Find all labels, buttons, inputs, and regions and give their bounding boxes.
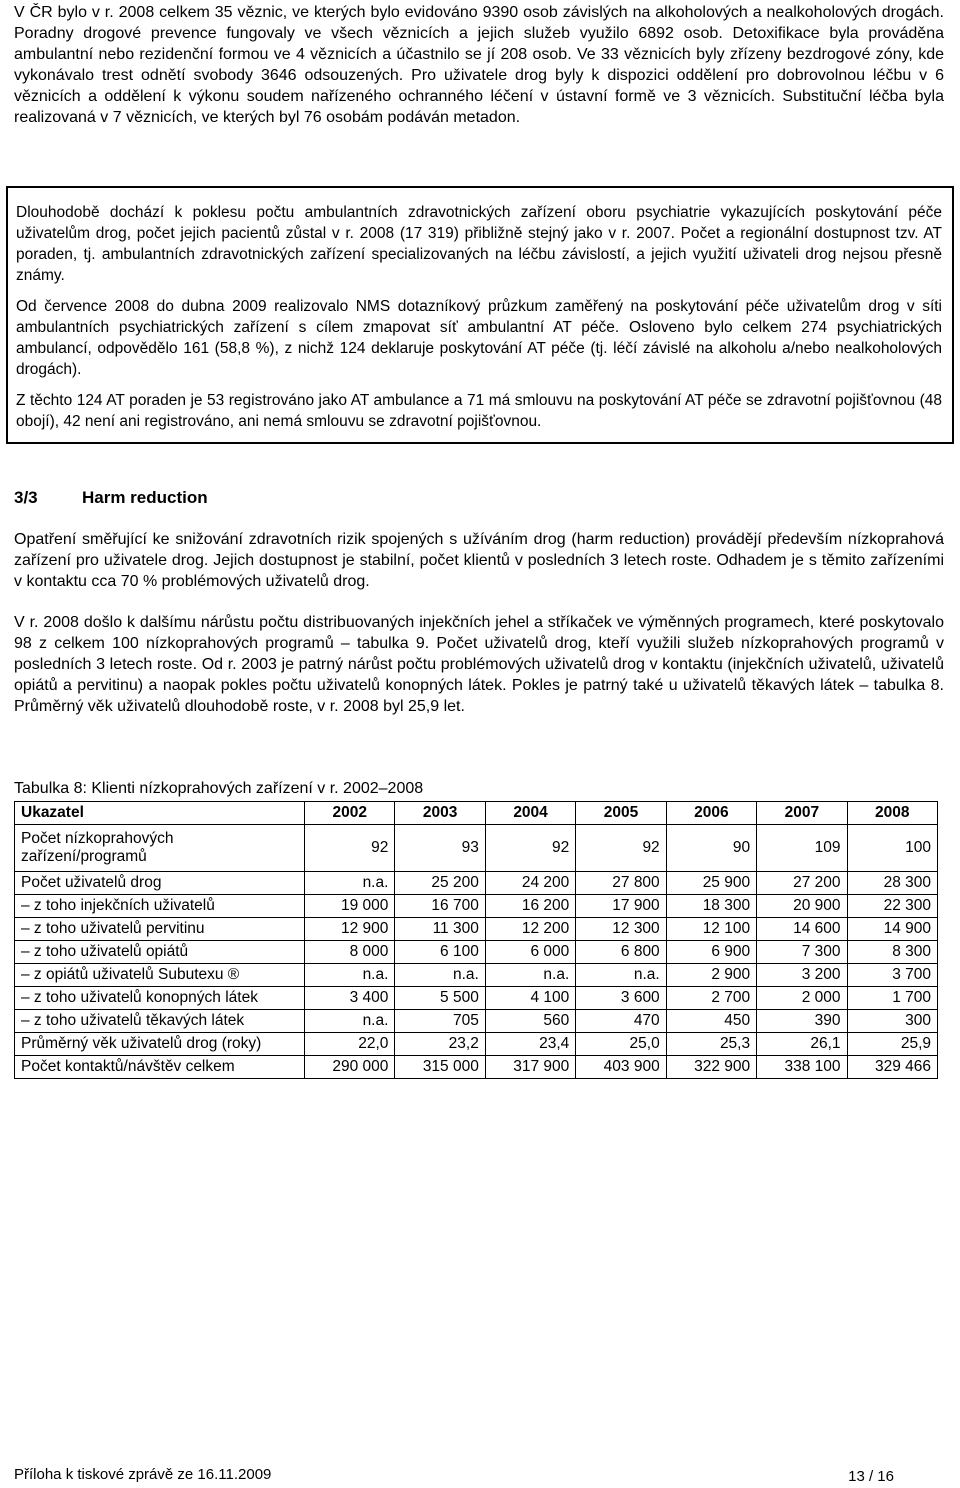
value-cell: 6 800: [576, 941, 666, 964]
header-cell: 2005: [576, 802, 666, 825]
info-box: [6, 186, 954, 444]
value-cell: 2 900: [666, 964, 756, 987]
value-cell: 390: [757, 1010, 847, 1033]
value-cell: 7 300: [757, 941, 847, 964]
table-row: [15, 987, 938, 1010]
value-cell: 12 900: [305, 918, 395, 941]
value-cell: 18 300: [666, 895, 756, 918]
value-cell: 6 100: [395, 941, 485, 964]
value-cell: 705: [395, 1010, 485, 1033]
header-cell: 2002: [305, 802, 395, 825]
value-cell: n.a.: [485, 964, 575, 987]
value-cell: 322 900: [666, 1056, 756, 1079]
value-cell: 12 100: [666, 918, 756, 941]
value-cell: n.a.: [305, 872, 395, 895]
intro-paragraph: V ČR bylo v r. 2008 celkem 35 věznic, ve kterých bylo evidováno 9390 osob závislých na alkoholových a nealkoholových drogách. Poradny drogové prevence fungovaly ve všech věznicích a jejich služeb využilo 6892 osob. Detoxifikace byla prováděna ambulantní nebo rezidenční formou ve 4 věznicích a účastnilo se jí 208 osob. Ve 33 věznicích byly zřízeny bezdrogové zóny, kde vykonávalo trest odnětí svobody 3646 odsouzených. Pro uživatele drog byly k dispozici oddělení pro dobrovolnou léčbu v 6 věznicích a oddělení k výkonu soudem nařízeného ochranného léčení v ústavní formě ve 3 věznicích. Substituční léčba byla realizovaná v 7 věznicích, ve kterých byl 76 osobám podáván metadon.: [14, 4, 944, 126]
page-number: 13 / 16: [848, 1468, 894, 1485]
value-cell: 25 900: [666, 872, 756, 895]
header-cell: 2003: [395, 802, 485, 825]
value-cell: 450: [666, 1010, 756, 1033]
value-cell: 3 700: [847, 964, 937, 987]
value-cell: 290 000: [305, 1056, 395, 1079]
value-cell: 470: [576, 1010, 666, 1033]
table-row: [15, 895, 938, 918]
row-label: Počet kontaktů/návštěv celkem: [15, 1056, 305, 1079]
header-cell: 2007: [757, 802, 847, 825]
value-cell: 24 200: [485, 872, 575, 895]
value-cell: 8 300: [847, 941, 937, 964]
value-cell: 16 200: [485, 895, 575, 918]
table-row: [15, 918, 938, 941]
value-cell: n.a.: [305, 1010, 395, 1033]
value-cell: 6 000: [485, 941, 575, 964]
value-cell: 27 800: [576, 872, 666, 895]
value-cell: 1 700: [847, 987, 937, 1010]
value-cell: 26,1: [757, 1033, 847, 1056]
value-cell: 8 000: [305, 941, 395, 964]
value-cell: 14 600: [757, 918, 847, 941]
value-cell: n.a.: [395, 964, 485, 987]
value-cell: 14 900: [847, 918, 937, 941]
box-paragraph-1: Dlouhodobě dochází k poklesu počtu ambulantních zdravotnických zařízení oboru psychiatrie vykazujících poskytování péče uživatelům drog, počet jejich pacientů zůstal v r. 2008 (17 319) přibližně stejný jako v r. 2007. Počet a regionální dostupnost tzv. AT poraden, tj. ambulantních zdravotnických zařízení specializovaných na léčbu závislostí, a jejich využití uživateli drog nejsou přesně známy.: [16, 204, 942, 284]
value-cell: 329 466: [847, 1056, 937, 1079]
value-cell: 11 300: [395, 918, 485, 941]
value-cell: 93: [395, 825, 485, 872]
value-cell: 25 200: [395, 872, 485, 895]
value-cell: 5 500: [395, 987, 485, 1010]
value-cell: 4 100: [485, 987, 575, 1010]
value-cell: 12 300: [576, 918, 666, 941]
value-cell: 317 900: [485, 1056, 575, 1079]
value-cell: 25,9: [847, 1033, 937, 1056]
value-cell: 2 000: [757, 987, 847, 1010]
clients-table: [14, 801, 938, 1079]
value-cell: 403 900: [576, 1056, 666, 1079]
value-cell: 560: [485, 1010, 575, 1033]
table-row: [15, 872, 938, 895]
value-cell: 23,4: [485, 1033, 575, 1056]
value-cell: 17 900: [576, 895, 666, 918]
row-label: Počet nízkoprahových zařízení/programů: [15, 825, 305, 872]
value-cell: 12 200: [485, 918, 575, 941]
value-cell: 92: [576, 825, 666, 872]
box-paragraph-3: Z těchto 124 AT poraden je 53 registrováno jako AT ambulance a 71 má smlouvu na poskytování AT péče se zdravotní pojišťovnou (48 obojí), 42 není ani registrováno, ani nemá smlouvu se zdravotní pojišťovnou.: [16, 392, 942, 430]
value-cell: 20 900: [757, 895, 847, 918]
table-row: [15, 825, 938, 872]
table-row: [15, 1056, 938, 1079]
row-label: – z opiátů uživatelů Subutexu ®: [15, 964, 305, 987]
value-cell: n.a.: [305, 964, 395, 987]
header-cell: Ukazatel: [15, 802, 305, 825]
row-label: – z toho uživatelů pervitinu: [15, 918, 305, 941]
value-cell: 3 600: [576, 987, 666, 1010]
value-cell: 300: [847, 1010, 937, 1033]
row-label: – z toho injekčních uživatelů: [15, 895, 305, 918]
value-cell: 22,0: [305, 1033, 395, 1056]
value-cell: 338 100: [757, 1056, 847, 1079]
value-cell: 109: [757, 825, 847, 872]
row-label: – z toho uživatelů opiátů: [15, 941, 305, 964]
value-cell: n.a.: [576, 964, 666, 987]
row-label: Průměrný věk uživatelů drog (roky): [15, 1033, 305, 1056]
value-cell: 27 200: [757, 872, 847, 895]
value-cell: 100: [847, 825, 937, 872]
value-cell: 3 200: [757, 964, 847, 987]
table-caption: Tabulka 8: Klienti nízkoprahových zařízení v r. 2002–2008: [14, 780, 424, 797]
value-cell: 22 300: [847, 895, 937, 918]
value-cell: 92: [305, 825, 395, 872]
row-label: Počet uživatelů drog: [15, 872, 305, 895]
value-cell: 25,3: [666, 1033, 756, 1056]
value-cell: 16 700: [395, 895, 485, 918]
value-cell: 28 300: [847, 872, 937, 895]
value-cell: 315 000: [395, 1056, 485, 1079]
row-label: – z toho uživatelů konopných látek: [15, 987, 305, 1010]
table-header-row: [15, 802, 938, 825]
value-cell: 90: [666, 825, 756, 872]
value-cell: 25,0: [576, 1033, 666, 1056]
header-cell: 2004: [485, 802, 575, 825]
table-row: [15, 941, 938, 964]
value-cell: 6 900: [666, 941, 756, 964]
section-paragraph-2: V r. 2008 došlo k dalšímu nárůstu počtu distribuovaných injekčních jehel a stříkaček ve výměnných programech, které poskytovalo 98 z celkem 100 nízkoprahových programů – tabulka 9. Počet uživatelů drog, kteří využili služeb nízkoprahových programů v posledních 3 letech roste. Od r. 2003 je patrný nárůst počtu problémových uživatelů drog v kontaktu (injekčních uživatelů, uživatelů opiátů a pervitinu) a naopak pokles počtu uživatelů konopných látek. Pokles je patrný také u uživatelů těkavých látek – tabulka 8. Průměrný věk uživatelů dlouhodobě roste, v r. 2008 byl 25,9 let.: [14, 614, 944, 715]
table-row: [15, 1010, 938, 1033]
value-cell: 23,2: [395, 1033, 485, 1056]
value-cell: 3 400: [305, 987, 395, 1010]
footer-source: Příloha k tiskové zprávě ze 16.11.2009: [14, 1466, 272, 1483]
value-cell: 92: [485, 825, 575, 872]
table-row: [15, 964, 938, 987]
section-number: 3/3: [14, 488, 38, 507]
value-cell: 2 700: [666, 987, 756, 1010]
section-title: Harm reduction: [82, 488, 208, 507]
header-cell: 2006: [666, 802, 756, 825]
row-label: – z toho uživatelů těkavých látek: [15, 1010, 305, 1033]
header-cell: 2008: [847, 802, 937, 825]
table-row: [15, 1033, 938, 1056]
value-cell: 19 000: [305, 895, 395, 918]
section-paragraph-1: Opatření směřující ke snižování zdravotních rizik spojených s užíváním drog (harm reduction) provádějí především nízkoprahová zařízení pro uživatele drog. Jejich dostupnost je stabilní, počet klientů v posledních 3 letech roste. Odhadem je s těmito zařízeními v kontaktu cca 70 % problémových uživatelů drog.: [14, 531, 944, 590]
box-paragraph-2: Od července 2008 do dubna 2009 realizovalo NMS dotazníkový průzkum zaměřený na poskytování péče uživatelům drog v síti ambulantních psychiatrických zařízení s cílem zmapovat síť ambulantní AT péče. Osloveno bylo celkem 274 psychiatrických ambulancí, odpovědělo 161 (58,8 %), z nichž 124 deklaruje poskytování AT péče (tj. léčí závislé na alkoholu a/nebo nealkoholových drogách).: [16, 298, 942, 378]
